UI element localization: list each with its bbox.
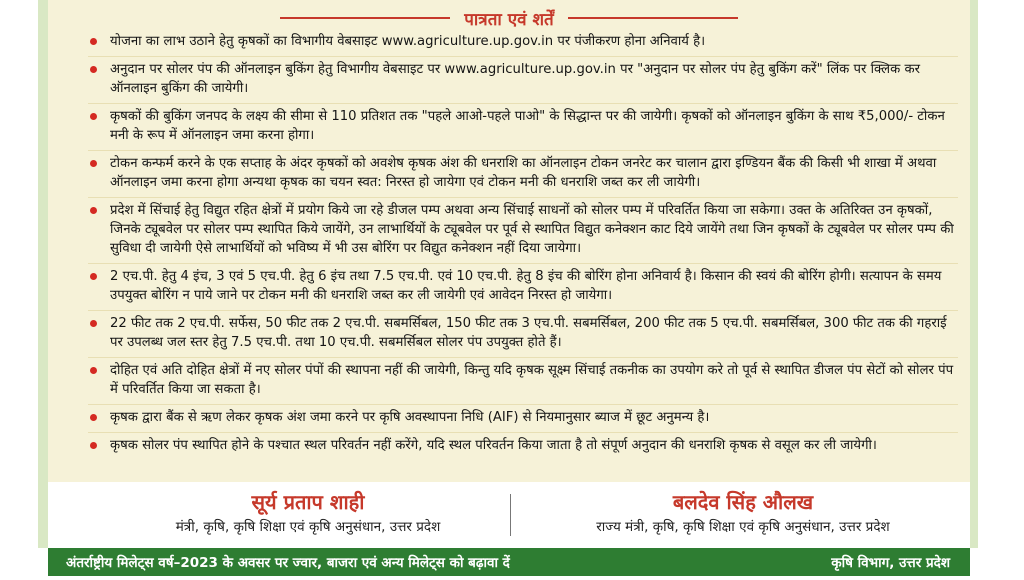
bullet-icon (90, 367, 97, 374)
heading-rule-right (568, 17, 738, 19)
term-text: प्रदेश में सिंचाई हेतु विद्युत रहित क्षेत्रों में प्रयोग किये जा रहे डीजल पम्प अथवा अन्य सिंचाई साधनों को सोलर पम्प में परिवर्तित किया जा सकेगा। उक्त के अतिरिक्त उन कृषकों, जिनके ट्यूबवेल पर सोलर पम्प स्थापित किये जायेंगे, उन लाभार्थियों के ट्यूबवेल पर पूर्व से स्थापित विद्युत कनेक्शन काट दिये जायेंगे तथा जिन कृषकों के ट्यूबवेल पर सोलर पम्प की सुविधा दी जायेगी ऐसे लाभार्थियों को भविष्य में भी उस बोरिंग पर विद्युत कनेक्शन नहीं दिया जायेगा। (110, 203, 954, 256)
footer-department: कृषि विभाग, उत्तर प्रदेश (831, 555, 950, 571)
list-item (88, 432, 958, 455)
term-text: कृषकों की बुकिंग जनपद के लक्ष्य की सीमा से 110 प्रतिशत तक "पहले आओ-पहले पाओ" के सिद्धान्त पर की जायेगी। कृषकों को ऑनलाइन बुकिंग के साथ ₹5,000/- टोकन मनी के रूप में ऑनलाइन जमा करना होगा। (110, 109, 945, 143)
list-item (88, 103, 958, 145)
term-text: कृषक सोलर पंप स्थापित होने के पश्चात स्थल परिवर्तन नहीं करेंगे, यदि स्थल परिवर्तन किया जाता है तो संपूर्ण अनुदान की धनराशि कृषक से वसूल कर ली जायेगी। (110, 438, 877, 453)
list-item (88, 357, 958, 399)
signatory-role: राज्य मंत्री, कृषि, कृषि शिक्षा एवं कृषि अनुसंधान, उत्तर प्रदेश (596, 519, 890, 535)
footer-slogan: अंतर्राष्ट्रीय मिलेट्स वर्ष–2023 के अवसर पर ज्वार, बाजरा एवं अन्य मिलेट्स को बढ़ावा दें (66, 555, 510, 571)
signatory-name: बलदेव सिंह औलख (672, 490, 814, 514)
bullet-icon (90, 113, 97, 120)
list-item (88, 56, 958, 98)
signature-area (48, 484, 970, 548)
term-text: योजना का लाभ उठाने हेतु कृषकों का विभागीय वेबसाइट www.agriculture.up.gov.in पर पंजीकरण होना अनिवार्य है। (110, 34, 706, 49)
section-heading (48, 6, 970, 30)
list-item (88, 404, 958, 427)
bullet-icon (90, 273, 97, 280)
section-heading-text: पात्रता एवं शर्तें (464, 9, 554, 30)
signature-divider (510, 494, 511, 536)
bullet-icon (90, 207, 97, 214)
terms-list (88, 32, 958, 460)
bullet-icon (90, 38, 97, 45)
right-border (970, 0, 978, 548)
term-text: 2 एच.पी. हेतु 4 इंच, 3 एवं 5 एच.पी. हेतु 6 इंच तथा 7.5 एच.पी. एवं 10 एच.पी. हेतु 8 इंच की बोरिंग होना अनिवार्य है। किसान की स्वयं की बोरिंग होगी। सत्यापन के समय उपयुक्त बोरिंग न पाये जाने पर टोकन मनी की धनराशि जब्त कर ली जायेगी एवं आवेदन निरस्त हो जायेगा। (110, 269, 942, 303)
terms-panel (48, 0, 970, 482)
list-item (88, 150, 958, 192)
list-item (88, 197, 958, 258)
term-text: दोहित एवं अति दोहित क्षेत्रों में नए सोलर पंपों की स्थापना नहीं की जायेगी, किन्तु यदि कृषक सूक्ष्म सिंचाई तकनीक का उपयोग करे तो पूर्व से स्थापित डीजल पंप सेटों को सोलर पंप में परिवर्तित किया जा सकता है। (110, 363, 954, 397)
term-text: टोकन कन्फर्म करने के एक सप्ताह के अंदर कृषकों को अवशेष कृषक अंश की धनराशि का ऑनलाइन टोकन जनरेट कर चालान द्वारा इण्डियन बैंक की किसी भी शाखा में अथवा ऑनलाइन जमा करना होगा अन्यथा कृषक का चयन स्वत: निरस्त हो जायेगा एवं टोकन मनी की धनराशि जब्त कर ली जायेगी। (110, 156, 937, 190)
bullet-icon (90, 320, 97, 327)
signatory-right (528, 488, 958, 538)
signatory-role: मंत्री, कृषि, कृषि शिक्षा एवं कृषि अनुसंधान, उत्तर प्रदेश (175, 519, 441, 535)
list-item (88, 263, 958, 305)
term-text: कृषक द्वारा बैंक से ऋण लेकर कृषक अंश जमा करने पर कृषि अवस्थापना निधि (AIF) से नियमानुसार ब्याज में छूट अनुमन्य है। (110, 410, 710, 425)
signatory-name: सूर्य प्रताप शाही (251, 490, 365, 514)
list-item (88, 310, 958, 352)
signatory-left (118, 488, 498, 538)
term-text: 22 फीट तक 2 एच.पी. सर्फेस, 50 फीट तक 2 एच.पी. सबमर्सिबल, 150 फीट तक 3 एच.पी. सबमर्सिबल, 200 फीट तक 5 एच.पी. सबमर्सिबल, 300 फीट तक की गहराई पर उपलब्ध जल स्तर हेतु 7.5 एच.पी. तथा 10 एच.पी. सबमर्सिबल सोलर पंप उपयुक्त होते हैं। (110, 316, 947, 350)
bullet-icon (90, 414, 97, 421)
list-item (88, 32, 958, 51)
term-text: अनुदान पर सोलर पंप की ऑनलाइन बुकिंग हेतु विभागीय वेबसाइट पर www.agriculture.up.gov.in पर "अनुदान पर सोलर पंप हेतु बुकिंग करें" लिंक पर क्लिक कर ऑनलाइन बुकिंग की जायेगी। (110, 62, 920, 96)
footer-bar (48, 548, 970, 576)
bullet-icon (90, 160, 97, 167)
bullet-icon (90, 442, 97, 449)
bullet-icon (90, 66, 97, 73)
heading-rule-left (280, 17, 450, 19)
left-border (38, 0, 48, 548)
